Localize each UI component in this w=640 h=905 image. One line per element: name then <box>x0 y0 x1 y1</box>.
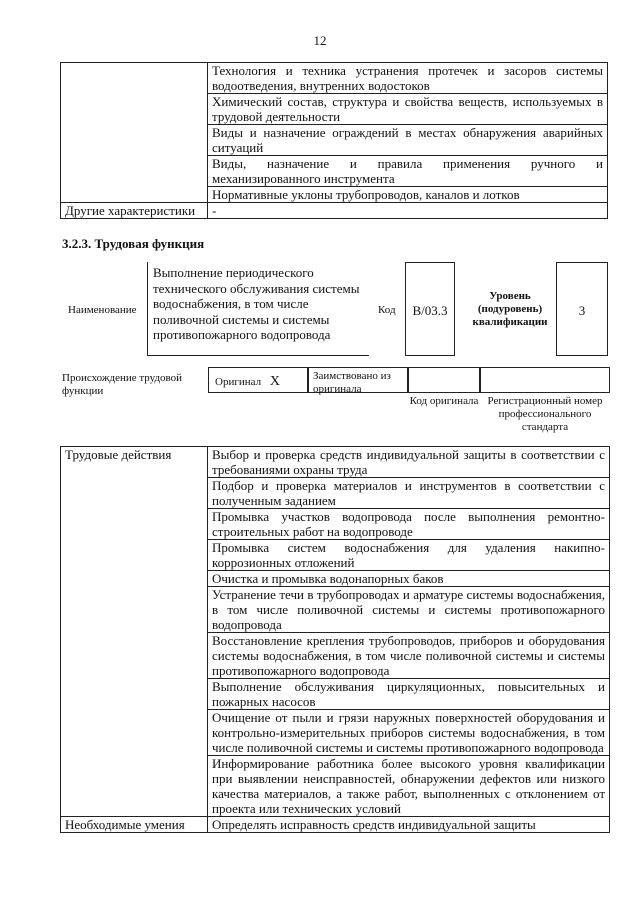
labor-action-item: Подбор и проверка материалов и инструментов в соответствии с полученным заданием <box>208 478 610 509</box>
original-mark: X <box>269 374 280 389</box>
knowledge-item: Технология и техника устранения протечек и засоров системы водоотведения, внутренних водостоков <box>208 63 608 94</box>
name-label: Наименование <box>68 304 137 316</box>
origin-code-box <box>408 367 480 393</box>
knowledge-item: Виды, назначение и правила применения ручного и механизированного инструмента <box>208 156 608 187</box>
labor-actions-table <box>60 446 610 833</box>
labor-action-item: Устранение течи в трубопроводах и арматуре системы водоснабжения, в том числе поливочной системы и системы противопожарного водопровода <box>208 587 610 633</box>
other-characteristics-value: - <box>208 203 608 219</box>
original-label: Оригинал <box>215 376 262 388</box>
code-value: B/03.3 <box>405 262 455 356</box>
origin-label: Происхождение трудовой функции <box>62 372 183 397</box>
skills-label: Необходимые умения <box>61 817 208 833</box>
code-label: Код <box>378 304 396 316</box>
qualification-level-value: 3 <box>556 262 608 356</box>
labor-actions-label: Трудовые действия <box>61 447 208 817</box>
labor-action-item: Очистка и промывка водонапорных баков <box>208 571 610 587</box>
section-title: 3.2.3. Трудовая функция <box>62 236 205 251</box>
other-characteristics-label: Другие характеристики <box>61 203 208 219</box>
labor-action-item: Промывка участков водопровода после выполнения ремонтно-строительных работ на водопроводе <box>208 509 610 540</box>
table-row <box>61 203 608 219</box>
labor-action-item: Информирование работника более высокого уровня квалификации при выявлении неисправностей, обнаружении дефектов или низкого качества материалов, а также работ, выполненных с отклонением от проекта или технических условий <box>208 756 610 817</box>
empty-label-cell <box>61 63 208 203</box>
labor-action-item: Восстановление крепления трубопроводов, приборов и оборудования системы водоснабжения, в том числе поливочной системы и системы противопожарного водопровода <box>208 633 610 679</box>
labor-action-item: Промывка систем водоснабжения для удаления накипно-коррозионных отложений <box>208 540 610 571</box>
labor-action-item: Выбор и проверка средств индивидуальной защиты в соответствии с требованиями охраны труда <box>208 447 610 478</box>
reg-number-caption: Регистрационный номер профессионального стандарта <box>487 395 603 433</box>
borrowed-label: Заимствовано из оригинала <box>308 367 408 393</box>
knowledge-item: Химический состав, структура и свойства веществ, используемых в трудовой деятельности <box>208 94 608 125</box>
page-number: 12 <box>313 33 327 48</box>
qualification-level-label: Уровень (подуровень) квалификации <box>472 290 548 328</box>
labor-action-item: Очищение от пыли и грязи наружных поверхностей оборудования и контрольно-измерительных приборов системы водоснабжения, в том числе поливочной системы и системы противопожарного водопровода <box>208 710 610 756</box>
labor-action-item: Выполнение обслуживания циркуляционных, повысительных и пожарных насосов <box>208 679 610 710</box>
skill-item: Определять исправность средств индивидуальной защиты <box>208 817 610 833</box>
reg-number-box <box>480 367 610 393</box>
table-row <box>61 817 610 833</box>
table-row <box>61 447 610 478</box>
origin-code-caption: Код оригинала <box>409 395 479 407</box>
table-row <box>61 63 608 94</box>
knowledge-item: Виды и назначение ограждений в местах обнаружения аварийных ситуаций <box>208 125 608 156</box>
original-cell <box>208 367 308 393</box>
name-value: Выполнение периодического технического обслуживания системы водоснабжения, в том числе поливочной системы и системы противопожарного водопровода <box>147 262 369 356</box>
knowledge-table <box>60 62 608 219</box>
knowledge-item: Нормативные уклоны трубопроводов, каналов и лотков <box>208 187 608 203</box>
